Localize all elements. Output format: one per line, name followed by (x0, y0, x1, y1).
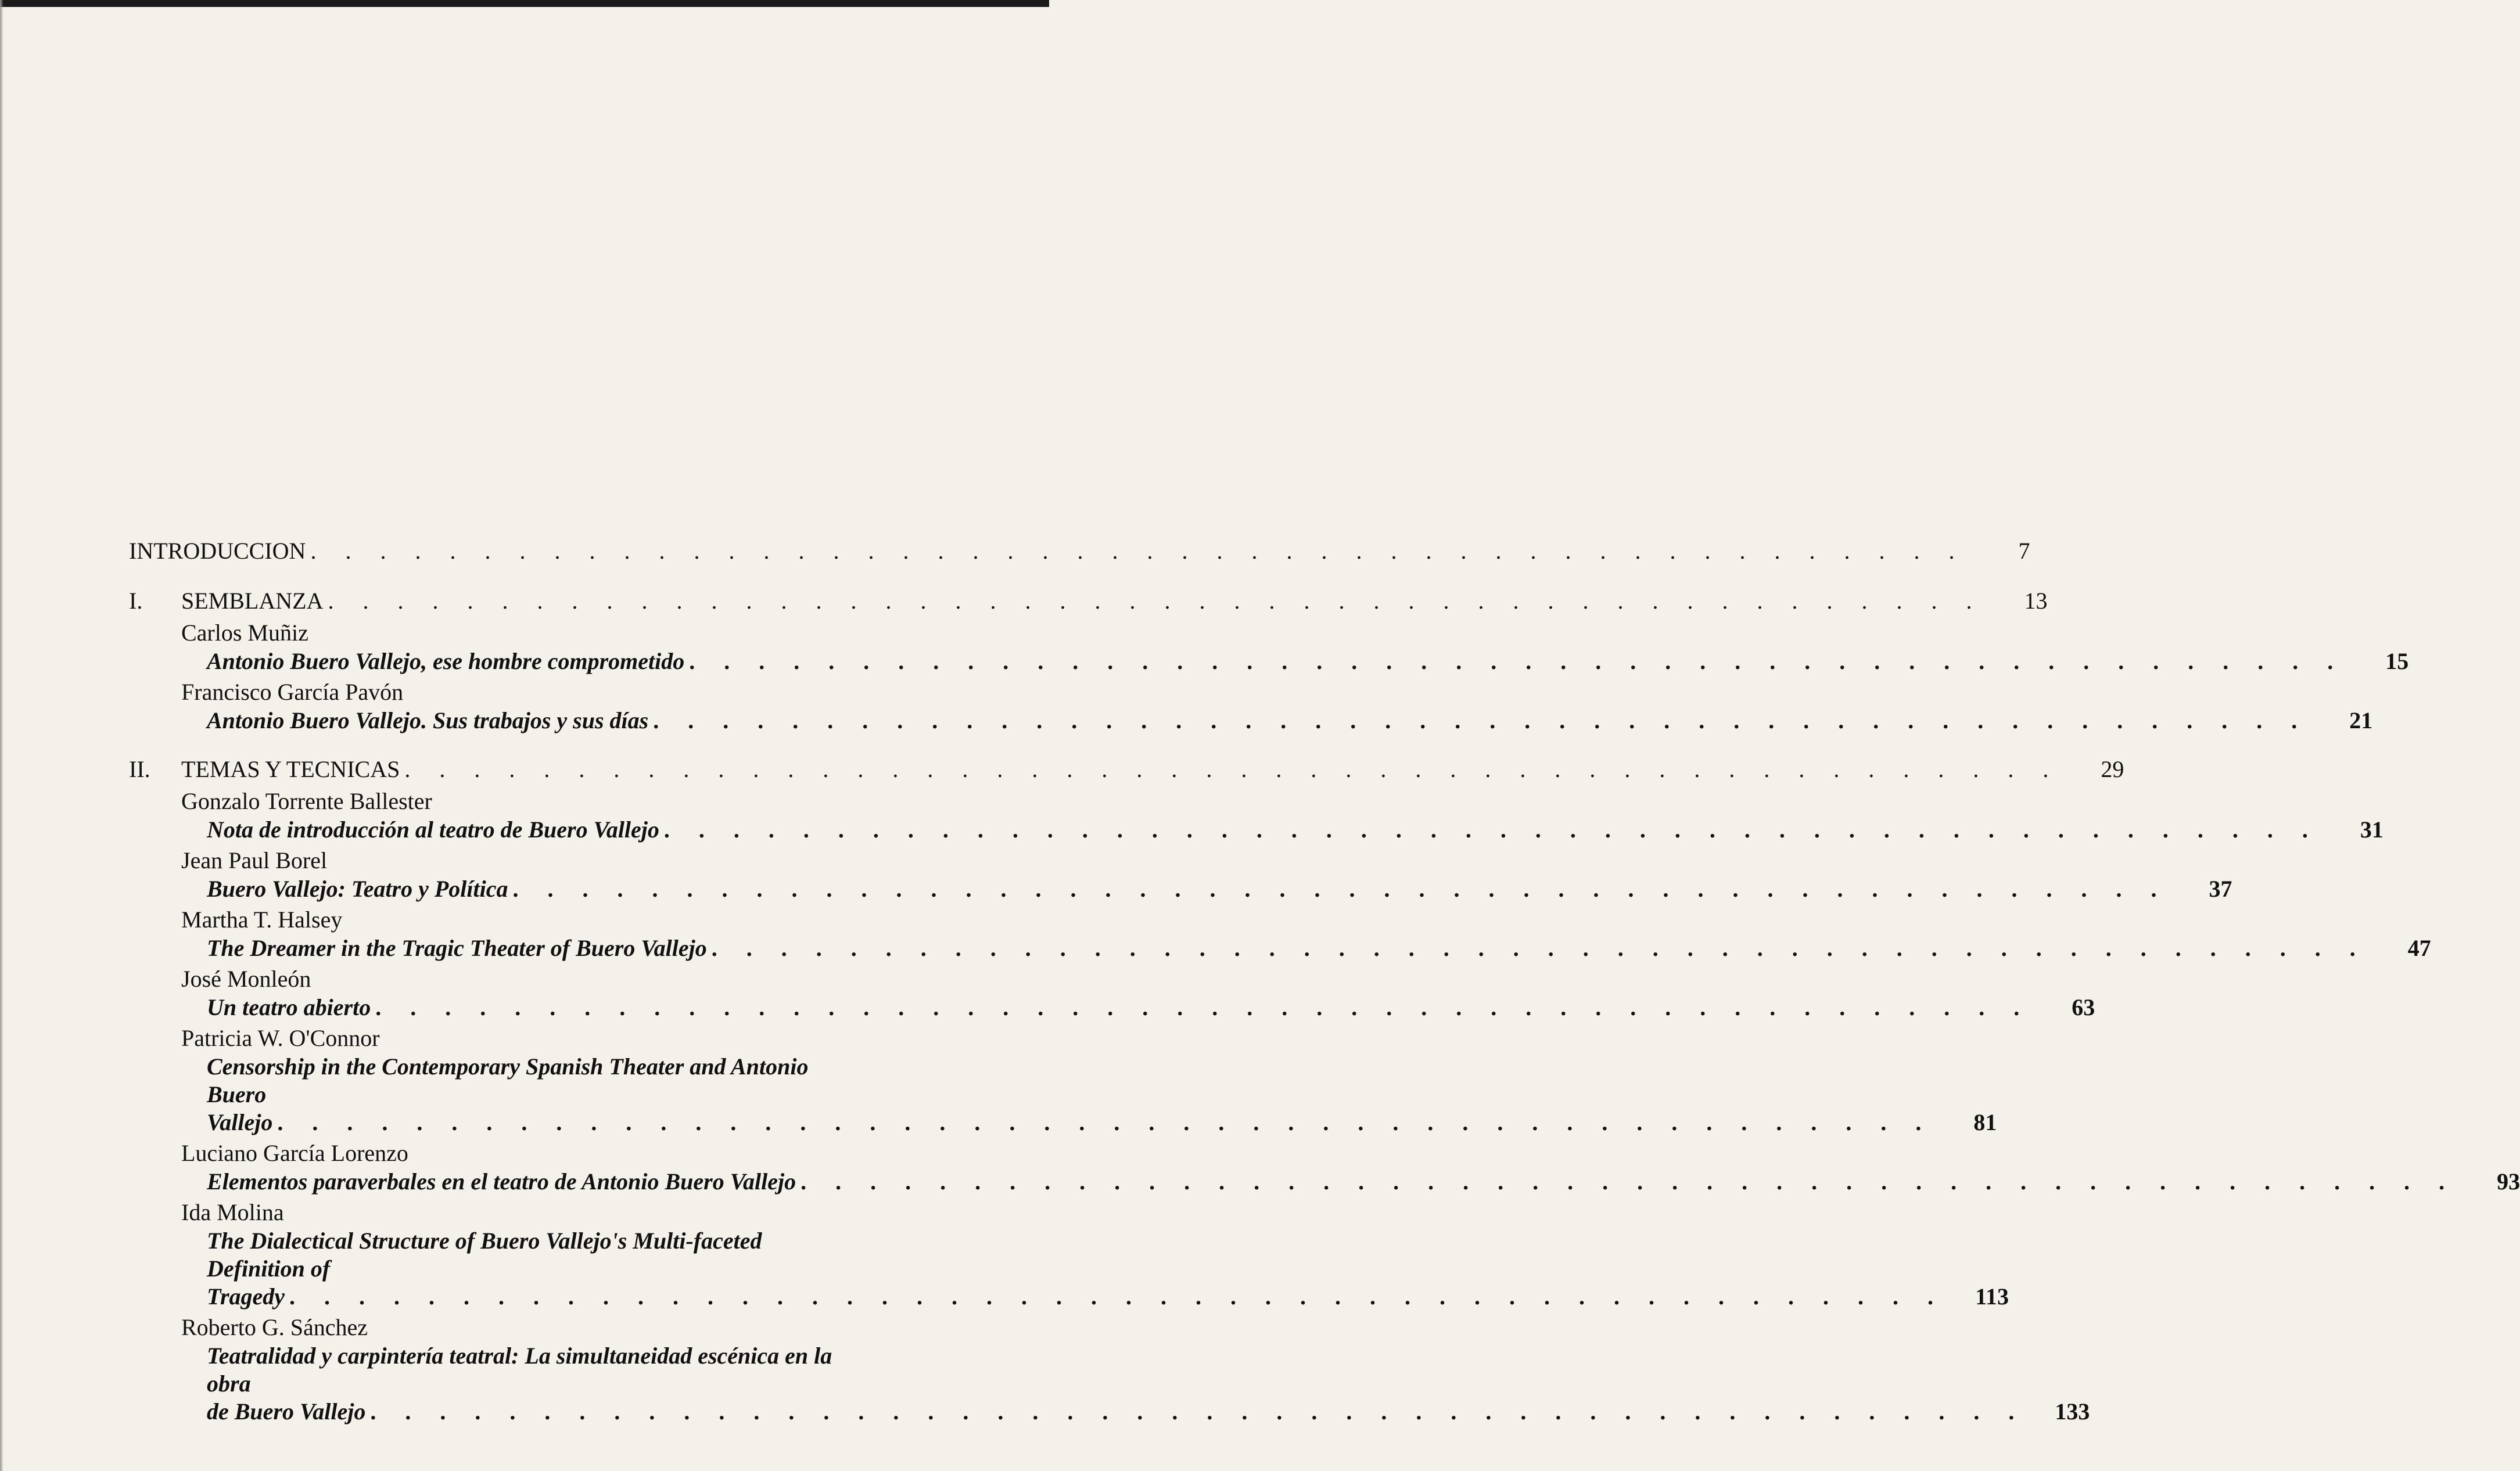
page-top-edge (0, 0, 1049, 7)
toc-line (129, 875, 2232, 903)
dot-leader: . . . . . . . . . . . . . . . . . . . . . . . . . . . . . . . . . . . . . . . . . . . . . . . . (328, 588, 1984, 614)
toc-line (129, 994, 2095, 1022)
toc-section-semblanza (129, 587, 2409, 735)
dot-leader: . . . . . . . . . . . . . . . . . . . . . . . . . . . . . . . . . . . . . . . . . . . . . . . . (800, 1168, 2457, 1195)
dot-leader: . . . . . . . . . . . . . . . . . . . . . . . . . . . . . . . . . . . . . . . . . . . . . . . . (653, 707, 2309, 733)
article-title: Un teatro abierto (207, 994, 371, 1020)
section-heading (129, 756, 400, 783)
page-number: 37 (2209, 876, 2232, 902)
dot-leader: . . . . . . . . . . . . . . . . . . . . . . . . . . . . . . . . . . . . . . . . . . . . . . . . (512, 876, 2169, 902)
toc-line (129, 756, 2124, 783)
article-title: Antonio Buero Vallejo. Sus trabajos y sus días (207, 707, 649, 733)
page-number: 7 (2018, 538, 2030, 564)
article-title: The Dreamer in the Tragic Theater of Buero Vallejo (207, 935, 707, 961)
article-title: Tragedy (207, 1283, 285, 1310)
section-heading (129, 587, 323, 615)
toc-line (129, 1283, 2009, 1311)
dot-leader: . . . . . . . . . . . . . . . . . . . . . . . . . . . . . . . . . . . . . . . . . . . . . . . . (289, 1283, 1945, 1310)
article-title: de Buero Vallejo (207, 1398, 366, 1425)
toc-line (129, 707, 2373, 735)
article-title: Elementos paraverbales en el teatro de Antonio Buero Vallejo (207, 1168, 796, 1195)
page-number: 47 (2407, 935, 2431, 961)
author-name: Patricia W. O'Connor (181, 1025, 380, 1051)
page-number: 15 (2385, 648, 2409, 674)
page-number: 29 (2101, 756, 2124, 782)
dot-leader: . . . . . . . . . . . . . . . . . . . . . . . . . . . . . . . . . . . . . . . . . . . . . . . . (310, 538, 1966, 564)
toc-line (129, 587, 2048, 615)
article-title: Buero Vallejo: Teatro y Política (207, 876, 508, 902)
dot-leader: . . . . . . . . . . . . . . . . . . . . . . . . . . . . . . . . . . . . . . . . . . . . . . . . (711, 935, 2367, 961)
toc-line (129, 1398, 2090, 1426)
dot-leader: . . . . . . . . . . . . . . . . . . . . . . . . . . . . . . . . . . . . . . . . . . . . . . . . (689, 648, 2345, 674)
author-name: Gonzalo Torrente Ballester (181, 788, 432, 814)
article-title: Antonio Buero Vallejo, ese hombre comprometido (207, 648, 685, 674)
page-number: 21 (2349, 707, 2373, 733)
author-name: Ida Molina (181, 1199, 284, 1225)
page-number: 113 (1975, 1283, 2009, 1310)
author-name: José Monleón (181, 966, 311, 992)
author-name: Roberto G. Sánchez (181, 1314, 368, 1340)
section-title: SEMBLANZA (181, 588, 324, 614)
article-title: Vallejo (207, 1109, 273, 1135)
author-name: Jean Paul Borel (181, 847, 328, 873)
toc-line (129, 934, 2431, 962)
toc-line (129, 1109, 1997, 1136)
page-left-edge (0, 0, 3, 1471)
section-title: TEMAS Y TECNICAS (181, 756, 400, 782)
page-number: 81 (1973, 1109, 1997, 1135)
article-title-line-1: Censorship in the Contemporary Spanish Theater and Antonio Buero (207, 1053, 809, 1107)
dot-leader: . . . . . . . . . . . . . . . . . . . . . . . . . . . . . . . . . . . . . . . . . . . . . . . . (375, 994, 2031, 1020)
page-number: 63 (2072, 994, 2095, 1020)
article-title-line-1: The Dialectical Structure of Buero Vallejo's Multi-faceted Definition of (207, 1228, 762, 1282)
section-number: II. (129, 756, 150, 782)
page-number: 133 (2055, 1398, 2090, 1425)
toc-line (129, 648, 2409, 675)
author-name: Luciano García Lorenzo (181, 1140, 408, 1166)
author-name: Martha T. Halsey (181, 907, 343, 933)
section-heading: INTRODUCCION (129, 538, 306, 564)
dot-leader: . . . . . . . . . . . . . . . . . . . . . . . . . . . . . . . . . . . . . . . . . . . . . . . . (277, 1109, 1933, 1135)
table-of-contents (129, 537, 2520, 1426)
toc-line (129, 816, 2383, 844)
toc-line (129, 1168, 2520, 1196)
page-number: 31 (2360, 817, 2383, 843)
dot-leader: . . . . . . . . . . . . . . . . . . . . . . . . . . . . . . . . . . . . . . . . . . . . . . . . (663, 817, 2320, 843)
toc-line (129, 537, 2030, 565)
section-number: I. (129, 588, 143, 614)
page-number: 93 (2497, 1168, 2520, 1195)
toc-entry-introduccion (129, 537, 2030, 565)
article-title: Nota de introducción al teatro de Buero Vallejo (207, 817, 659, 843)
author-name: Carlos Muñiz (181, 620, 308, 646)
article-title-line-1: Teatralidad y carpintería teatral: La simultaneidad escénica en la obra (207, 1343, 832, 1397)
dot-leader: . . . . . . . . . . . . . . . . . . . . . . . . . . . . . . . . . . . . . . . . . . . . . . . . (404, 756, 2060, 782)
toc-section-temas-y-tecnicas (129, 756, 2520, 1426)
author-name: Francisco García Pavón (181, 679, 404, 705)
page-number: 13 (2024, 588, 2048, 614)
dot-leader: . . . . . . . . . . . . . . . . . . . . . . . . . . . . . . . . . . . . . . . . . . . . . . . . (370, 1398, 2026, 1425)
